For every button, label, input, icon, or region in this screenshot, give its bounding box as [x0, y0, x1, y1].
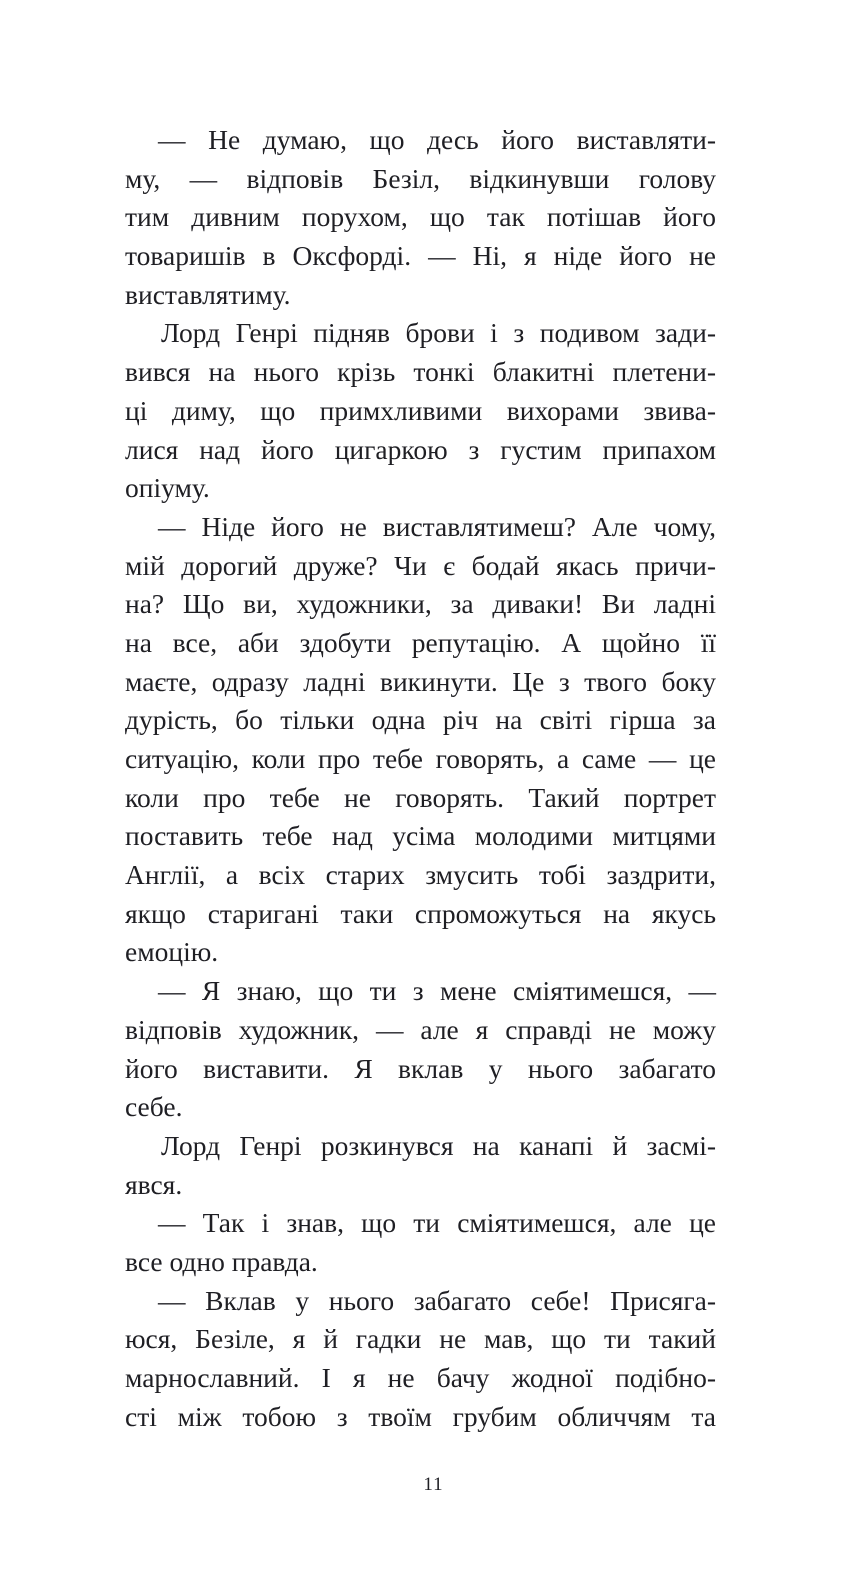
text-line: опіуму.: [125, 472, 210, 504]
text-line: ситуацію, коли про тебе говорять, а саме — це: [125, 743, 716, 774]
text-line: — Так і знав, що ти сміятимешся, але це: [158, 1207, 716, 1239]
text-line: товаришів в Оксфорді. — Ні, я ніде його не: [125, 240, 716, 272]
text-line: сті між тобою з твоїм грубим обличчям та: [125, 1400, 716, 1432]
text-line: емоцію.: [125, 936, 219, 968]
text-line: якщо старигані таки спроможуться на якусь: [125, 897, 716, 929]
text-line: на? Що ви, художники, за диваки! Ви ладні: [125, 588, 716, 620]
text-line: поставить тебе над усіма молодими митцями: [125, 820, 716, 852]
text-line: ці диму, що примхливими вихорами звива-: [125, 394, 716, 426]
page-number: 11: [423, 1474, 444, 1495]
text-line: марнославний. І я не бачу жодної подібно-: [125, 1362, 716, 1393]
page-body-text: [125, 121, 716, 1436]
text-line: відповів художник, — але я справді не можу: [125, 1013, 716, 1045]
text-line: коли про тебе не говорять. Такий портрет: [125, 781, 716, 813]
text-line: — Я знаю, що ти з мене сміятимешся, —: [158, 975, 716, 1007]
text-line: — Ніде його не виставлятимеш? Але чому,: [158, 510, 716, 542]
text-line: явся.: [125, 1168, 183, 1200]
text-line: виставлятиму.: [125, 278, 291, 310]
text-line: вився на нього крізь тонкі блакитні плетени-: [125, 356, 716, 388]
text-line: — Вклав у нього забагато себе! Присяга-: [158, 1284, 716, 1316]
text-line: себе.: [125, 1091, 183, 1123]
text-line: Лорд Генрі розкинувся на канапі й засмі-: [161, 1129, 716, 1161]
text-line: юся, Безіле, я й гадки не мав, що ти такий: [125, 1323, 716, 1355]
text-line: мій дорогий друже? Чи є бодай якась причи-: [125, 549, 716, 581]
text-line: маєте, одразу ладні викинути. Це з твого боку: [125, 665, 716, 697]
text-line: лися над його цигаркою з густим припахом: [125, 433, 716, 465]
text-line: тим дивним порухом, що так потішав його: [125, 201, 716, 233]
text-line: його виставити. Я вклав у нього забагато: [125, 1052, 716, 1084]
text-line: на все, аби здобути репутацію. А щойно її: [125, 626, 716, 658]
text-line: Англії, а всіх старих змусить тобі заздрити,: [125, 859, 716, 891]
text-line: му, — відповів Безіл, відкинувши голову: [125, 162, 716, 194]
text-line: дурість, бо тільки одна річ на світі гірша за: [125, 704, 716, 736]
text-line: все одно правда.: [125, 1245, 318, 1277]
text-line: — Не думаю, що десь його виставляти-: [158, 124, 716, 155]
text-line: Лорд Генрі підняв брови і з подивом зади-: [161, 317, 716, 349]
